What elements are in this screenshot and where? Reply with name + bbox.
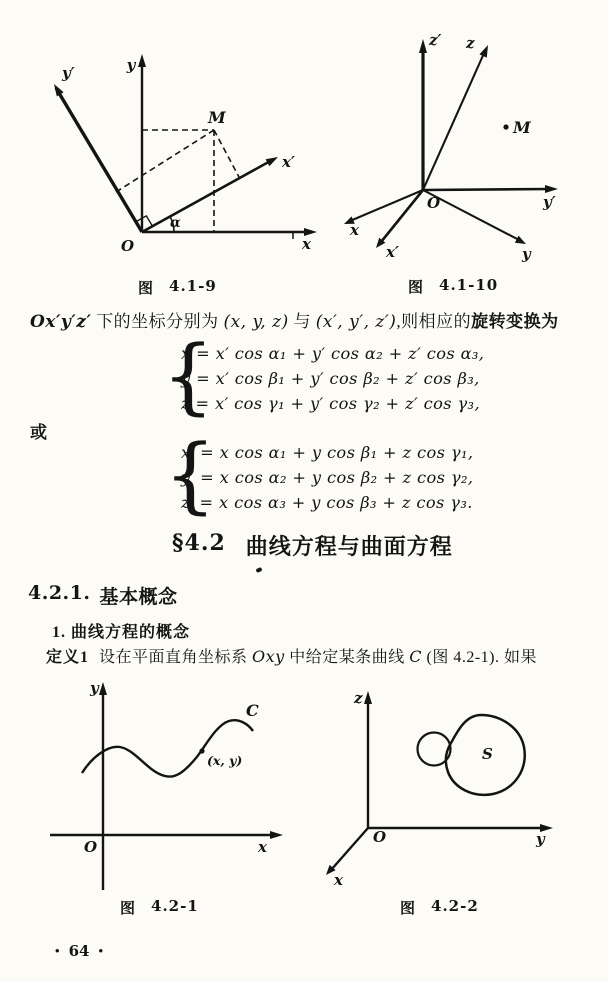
equation-system-1 [181,341,484,416]
math-coords-xyz-prime: (x′, y′, z′) [315,312,397,332]
origin-label: O [84,838,98,856]
section-heading [172,530,453,561]
equation-line: x = x′ cos α₁ + y′ cos α₂ + z′ cos α₃, [181,344,485,363]
y-prime-axis [54,84,142,232]
figure-4-2-1-caption [120,897,199,918]
y-prime-axis [423,185,558,193]
figure-4-2-1 [30,677,315,897]
x-axis [344,190,423,224]
z-axis-label: z [354,689,363,707]
z-prime-axis-label: z′ [429,31,442,49]
curve-C [82,720,253,776]
caption-prefix: 图 [120,901,136,917]
definition-label: 定义1 [46,649,90,666]
definition-1-line [46,644,537,667]
figure-4-1-9 [28,20,318,272]
x-prime-axis [142,157,278,232]
point-M-label: M [513,118,531,137]
y-axis-arrow-icon [99,682,107,695]
math-frame-symbol: Ox′y′z′ [30,312,92,332]
x-prime-axis-label: x′ [386,243,399,261]
y-axis-label: y [536,830,545,848]
x-axis-arrow-icon [270,831,283,839]
x-prime-axis [376,190,423,248]
figure-4-1-10-caption [408,276,498,297]
equation-line: y = x′ cos β₁ + y′ cos β₂ + z′ cos β₃, [181,369,480,388]
equation-line: x′ = x cos α₁ + y cos β₁ + z cos γ₁, [181,443,474,462]
figure-4-2-2-caption [400,897,479,918]
footer-dot-left: • [55,943,60,958]
origin-label: O [427,194,441,212]
math-coords-xyz: (x, y, z) [223,312,289,332]
y-axis [368,824,553,832]
page-number [55,942,103,960]
text-segment: (图 4.2-1). 如果 [421,649,537,666]
text-rotation-transform-bold: 旋转变换为 [471,312,559,331]
point-M-label: M [208,108,226,127]
caption-prefix: 图 [400,901,416,917]
point-xy-dot [199,748,204,753]
subsection-number: 4.2.1. [28,582,91,604]
z-prime-axis [419,39,427,190]
equation-system-2-brace: { [164,428,217,523]
section-number: §4.2 [172,530,226,556]
point-M-dot [503,124,508,129]
x-prime-axis-label: x′ [282,153,295,171]
paragraph-rotation-transform [30,310,559,334]
text-segment: 设在平面直角坐标系 [99,649,253,666]
equation-system-2 [181,440,473,515]
y-axis-arrow-icon [515,236,526,244]
z-axis-arrow-icon [364,691,372,704]
y-axis [138,54,146,232]
ink-speck [255,567,262,573]
x-axis [142,228,317,239]
or-word: 或 [30,423,47,442]
z-axis-arrow-icon [479,45,488,58]
surface-S-label: S [482,745,493,763]
z-axis-label: z [466,34,475,52]
math-C: C [409,647,422,666]
point-xy-label: (x, y) [207,753,243,768]
y-axis-arrow-icon [138,54,146,67]
section-title: 曲线方程与曲面方程 [245,534,453,559]
y-prime-axis-label: y′ [543,193,556,211]
text-segment: ,则相应的 [396,312,472,331]
caption-number: 4.1-9 [169,277,217,295]
equation-line: y′ = x cos α₂ + y cos β₂ + z cos γ₂, [181,468,474,487]
figure-4-2-2 [318,677,578,897]
footer-number: 64 [68,942,90,960]
angle-alpha-label: α [170,215,181,231]
y-prime-axis-label: y′ [62,64,75,82]
figure-4-1-10 [310,15,590,277]
text-segment: 下的坐标分别为 [91,312,224,331]
equation-line: z = x′ cos γ₁ + y′ cos γ₂ + z′ cos γ₃, [181,394,480,413]
curve-C-label: C [246,701,259,720]
y-axis [99,682,107,890]
figure-4-1-9-caption [138,277,217,298]
math-Oxy: Oxy [252,647,285,666]
z-prime-axis-arrow-icon [419,39,427,53]
y-prime-axis-arrow-icon [54,84,64,96]
list-item-1: 1. 曲线方程的概念 [52,624,191,641]
caption-prefix: 图 [408,280,424,296]
subsection-heading [28,582,178,609]
x-axis [326,828,368,875]
caption-number: 4.2-1 [151,897,199,915]
caption-number: 4.1-10 [439,276,499,294]
footer-dot-right: • [98,943,103,958]
x-prime-axis-arrow-icon [266,157,278,166]
x-axis-label: x [302,235,311,253]
equation-system-1-brace: { [162,329,215,424]
origin-label: O [121,237,135,255]
surface-S-small-loop [418,733,451,766]
y-prime-axis-arrow-icon [545,185,558,193]
x-axis-label: x [334,871,343,889]
y-axis-label: y [522,245,531,263]
caption-number: 4.2-2 [431,897,479,915]
y-axis-label: y [126,56,136,74]
x-axis-label: x [350,221,359,239]
z-axis [423,45,488,190]
equation-line: z′ = x cos α₃ + y cos β₃ + z cos γ₃. [181,493,473,512]
text-segment: 中给定某条曲线 [284,649,410,666]
caption-prefix: 图 [138,281,154,297]
origin-label: O [373,828,387,846]
subsection-title: 基本概念 [99,587,178,608]
x-axis-label: x [258,838,267,856]
text-segment: 与 [288,312,316,331]
y-axis-label: y [90,679,99,697]
z-axis [364,691,372,828]
